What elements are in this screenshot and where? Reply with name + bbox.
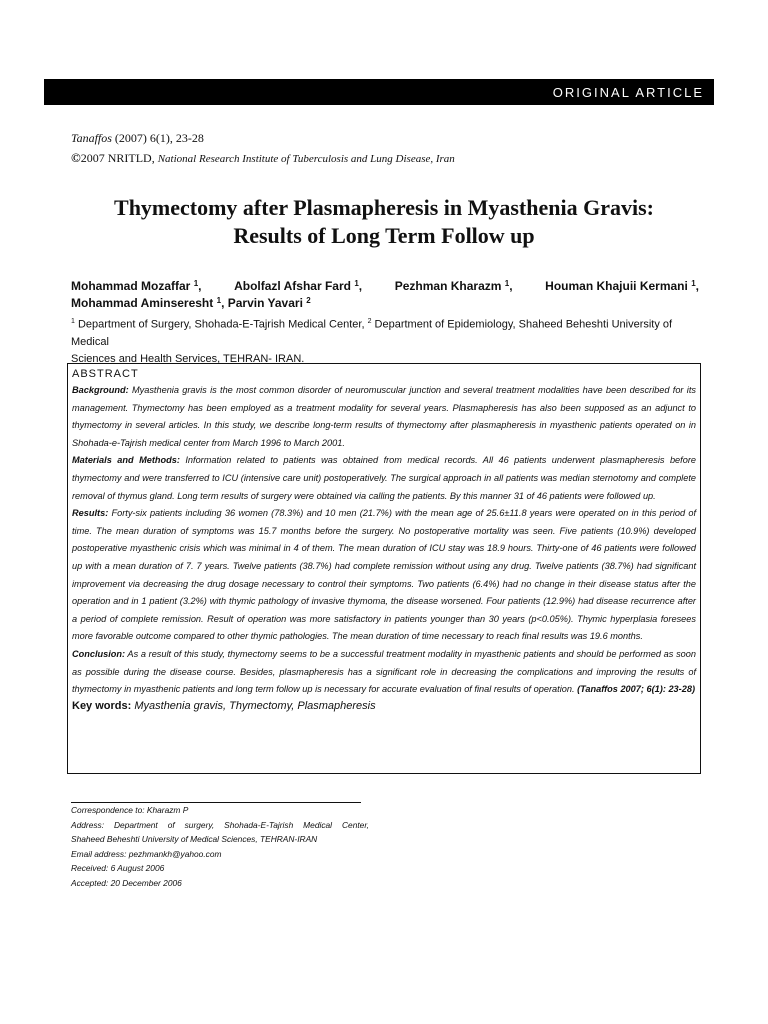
author-list (71, 278, 699, 312)
title-line-2: Results of Long Term Follow up (233, 223, 535, 248)
section-label: Conclusion: (72, 648, 126, 659)
author-item: Houman Khajuii Kermani $^1$, (545, 279, 699, 293)
author-line-1 (71, 278, 699, 295)
affiliation-line-1 (71, 313, 699, 351)
author-affil-mark: 1 (193, 279, 199, 288)
institute-name: National Research Institute of Tuberculosis and Lung Disease, Iran (157, 153, 455, 165)
abstract-body (72, 382, 696, 699)
author-item: Abolfazl Afshar Fard $^1$, (234, 279, 363, 293)
author-item: Mohammad Mozaffar $^1$, (71, 279, 202, 293)
author-affil-mark: 1 (216, 296, 222, 305)
author-name: Pezhman Kharazm (394, 279, 502, 293)
correspondence-name: Correspondence to: Kharazm P (71, 805, 189, 815)
abstract-methods (72, 452, 696, 505)
journal-issue: (2007) 6(1), 23-28 (111, 131, 204, 145)
section-label: Materials and Methods: (72, 455, 180, 466)
section-label: Results: (72, 508, 109, 519)
section-text: As a result of this study, thymectomy seems to be a successful treatment modality in myasthenic patients and should be performed as soon as possible during the disease course. Besides, plasmapheresis has a significant role in decreasing the complications and improving the results of thymectomy in myasthenic patients and long term follow up is necessary for accurate evaluation of final results of operation. (72, 648, 696, 695)
email-address: Email address: pezhmankh@yahoo.com (71, 848, 222, 859)
author-name: Parvin Yavari (227, 296, 303, 310)
abstract-conclusion (72, 646, 696, 699)
author-item (228, 296, 311, 310)
author-name: Mohammad Mozaffar (71, 279, 191, 293)
keywords-label: Key words: (72, 699, 132, 712)
abstract-heading: ABSTRACT (72, 368, 139, 380)
copyright-line (71, 148, 455, 169)
accepted-date: Accepted: 20 December 2006 (71, 877, 182, 888)
author-name: Abolfazl Afshar Fard (234, 279, 351, 293)
citation-line (71, 128, 455, 148)
section-label: Background: (72, 385, 129, 395)
affiliations (71, 313, 699, 368)
author-affil-mark: 1 (354, 279, 359, 288)
affiliation-line-2: Sciences and Health Services, TEHRAN- IRAN. (71, 352, 305, 365)
author-affil-mark: 1 (691, 279, 696, 288)
article-type-banner (44, 79, 714, 105)
author-name: Houman Khajuii Kermani (545, 279, 688, 293)
affil-mark: 1 (71, 318, 75, 325)
copyright-icon: © (71, 150, 81, 165)
author-affil-mark: 1 (504, 279, 510, 288)
keywords (72, 699, 696, 714)
author-item: Pezhman Kharazm $^1$, (394, 279, 513, 293)
article-title (44, 194, 724, 250)
journal-citation (71, 128, 455, 169)
keywords-text: Myasthenia gravis, Thymectomy, Plasmapheresis (131, 699, 376, 712)
article-type-label: ORIGINAL ARTICLE (552, 85, 704, 100)
affiliation-2: Department of Epidemiology, Shaheed Beheshti University of Medical (71, 318, 673, 348)
title-line-1: Thymectomy after Plasmapheresis in Myasthenia Gravis: (114, 195, 654, 220)
citation-ref: (Tanaffos 2007; 6(1): 23-28) (577, 684, 696, 695)
section-text: Information related to patients was obtained from medical records. All 46 patients underwent plasmapheresis before thymectomy and were transferred to ICU (intensive care unit) postoperatively. The surgical approach in all patients was median sternotomy and complete removal of thymus gland. Long term results of surgery were obtained via calling the patients. By this manner 31 of 46 patients were followed up. (72, 455, 696, 501)
abstract-results (72, 505, 696, 646)
received-date: Received: 6 August 2006 (71, 863, 165, 873)
copyright-text: 2007 NRITLD, (80, 151, 158, 165)
abstract-box (67, 363, 701, 774)
journal-name: Tanaffos (71, 131, 112, 145)
affiliation-1: Department of Surgery, Shohada-E-Tajrish Medical Center, (74, 318, 368, 331)
author-name: Mohammad Aminseresht (71, 296, 214, 310)
abstract-background (72, 382, 696, 452)
affil-mark: 2 (367, 318, 372, 325)
address-line-2: Shaheed Beheshti University of Medical Sciences, TEHRAN-IRAN (71, 834, 318, 844)
author-item: Mohammad Aminseresht $^1$, (71, 296, 228, 310)
correspondence-footnote (71, 803, 369, 890)
author-affil-mark: 2 (306, 296, 311, 305)
section-text: Forty-six patients including 36 women (78.3%) and 10 men (21.7%) with the mean age of 25.6±11.8 years were operated on in this period of time. The mean duration of symptoms was 15.7 months before the surgery. No postoperative mortality was seen. Five patients (10.9%) developed postoperative myasthenic crisis which was minimal in 4 of them. The mean duration of ICU stay was 18.9 hours. Thirty-one of 46 patients were followed up with a mean duration of 7. 7 years. Twelve patients (38.7%) had complete remission without using any drug. Twelve patients (38.7%) had significant improvement via decreasing the drug dosage necessary to control their symptoms. Two patients (6.4%) had no change in their disease status after the operation and in 1 patient (3.2%) with thymic pathology of invasive thymoma, the disease worsened. Four patients (12.9%) had disease recurrence after a period of complete remission. Result of operation was more satisfactory in patients younger than 30 years (p<0.05%). Thymic hyperplasia foresees more favorable outcome compared to other thymic pathologies. The mean duration of time necessary to reach final results was 19.6 months. (72, 508, 696, 642)
author-line-2 (71, 295, 699, 312)
section-text: Myasthenia gravis is the most common disorder of neuromuscular junction and several treatment modalities have been described for its management. Thymectomy has been employed as a treatment modality for several years. Plasmapheresis has also been supposed as an adjunct to thymectomy in several articles. In this study, we describe long-term results of thymectomy after plasmapheresis in myasthenic patients operated on in Shohada-e-Tajrish medical center from March 1996 to March 2001. (72, 385, 696, 448)
address-line-1: Address: Department of surgery, Shohada-E-Tajrish Medical Center, (71, 819, 369, 830)
